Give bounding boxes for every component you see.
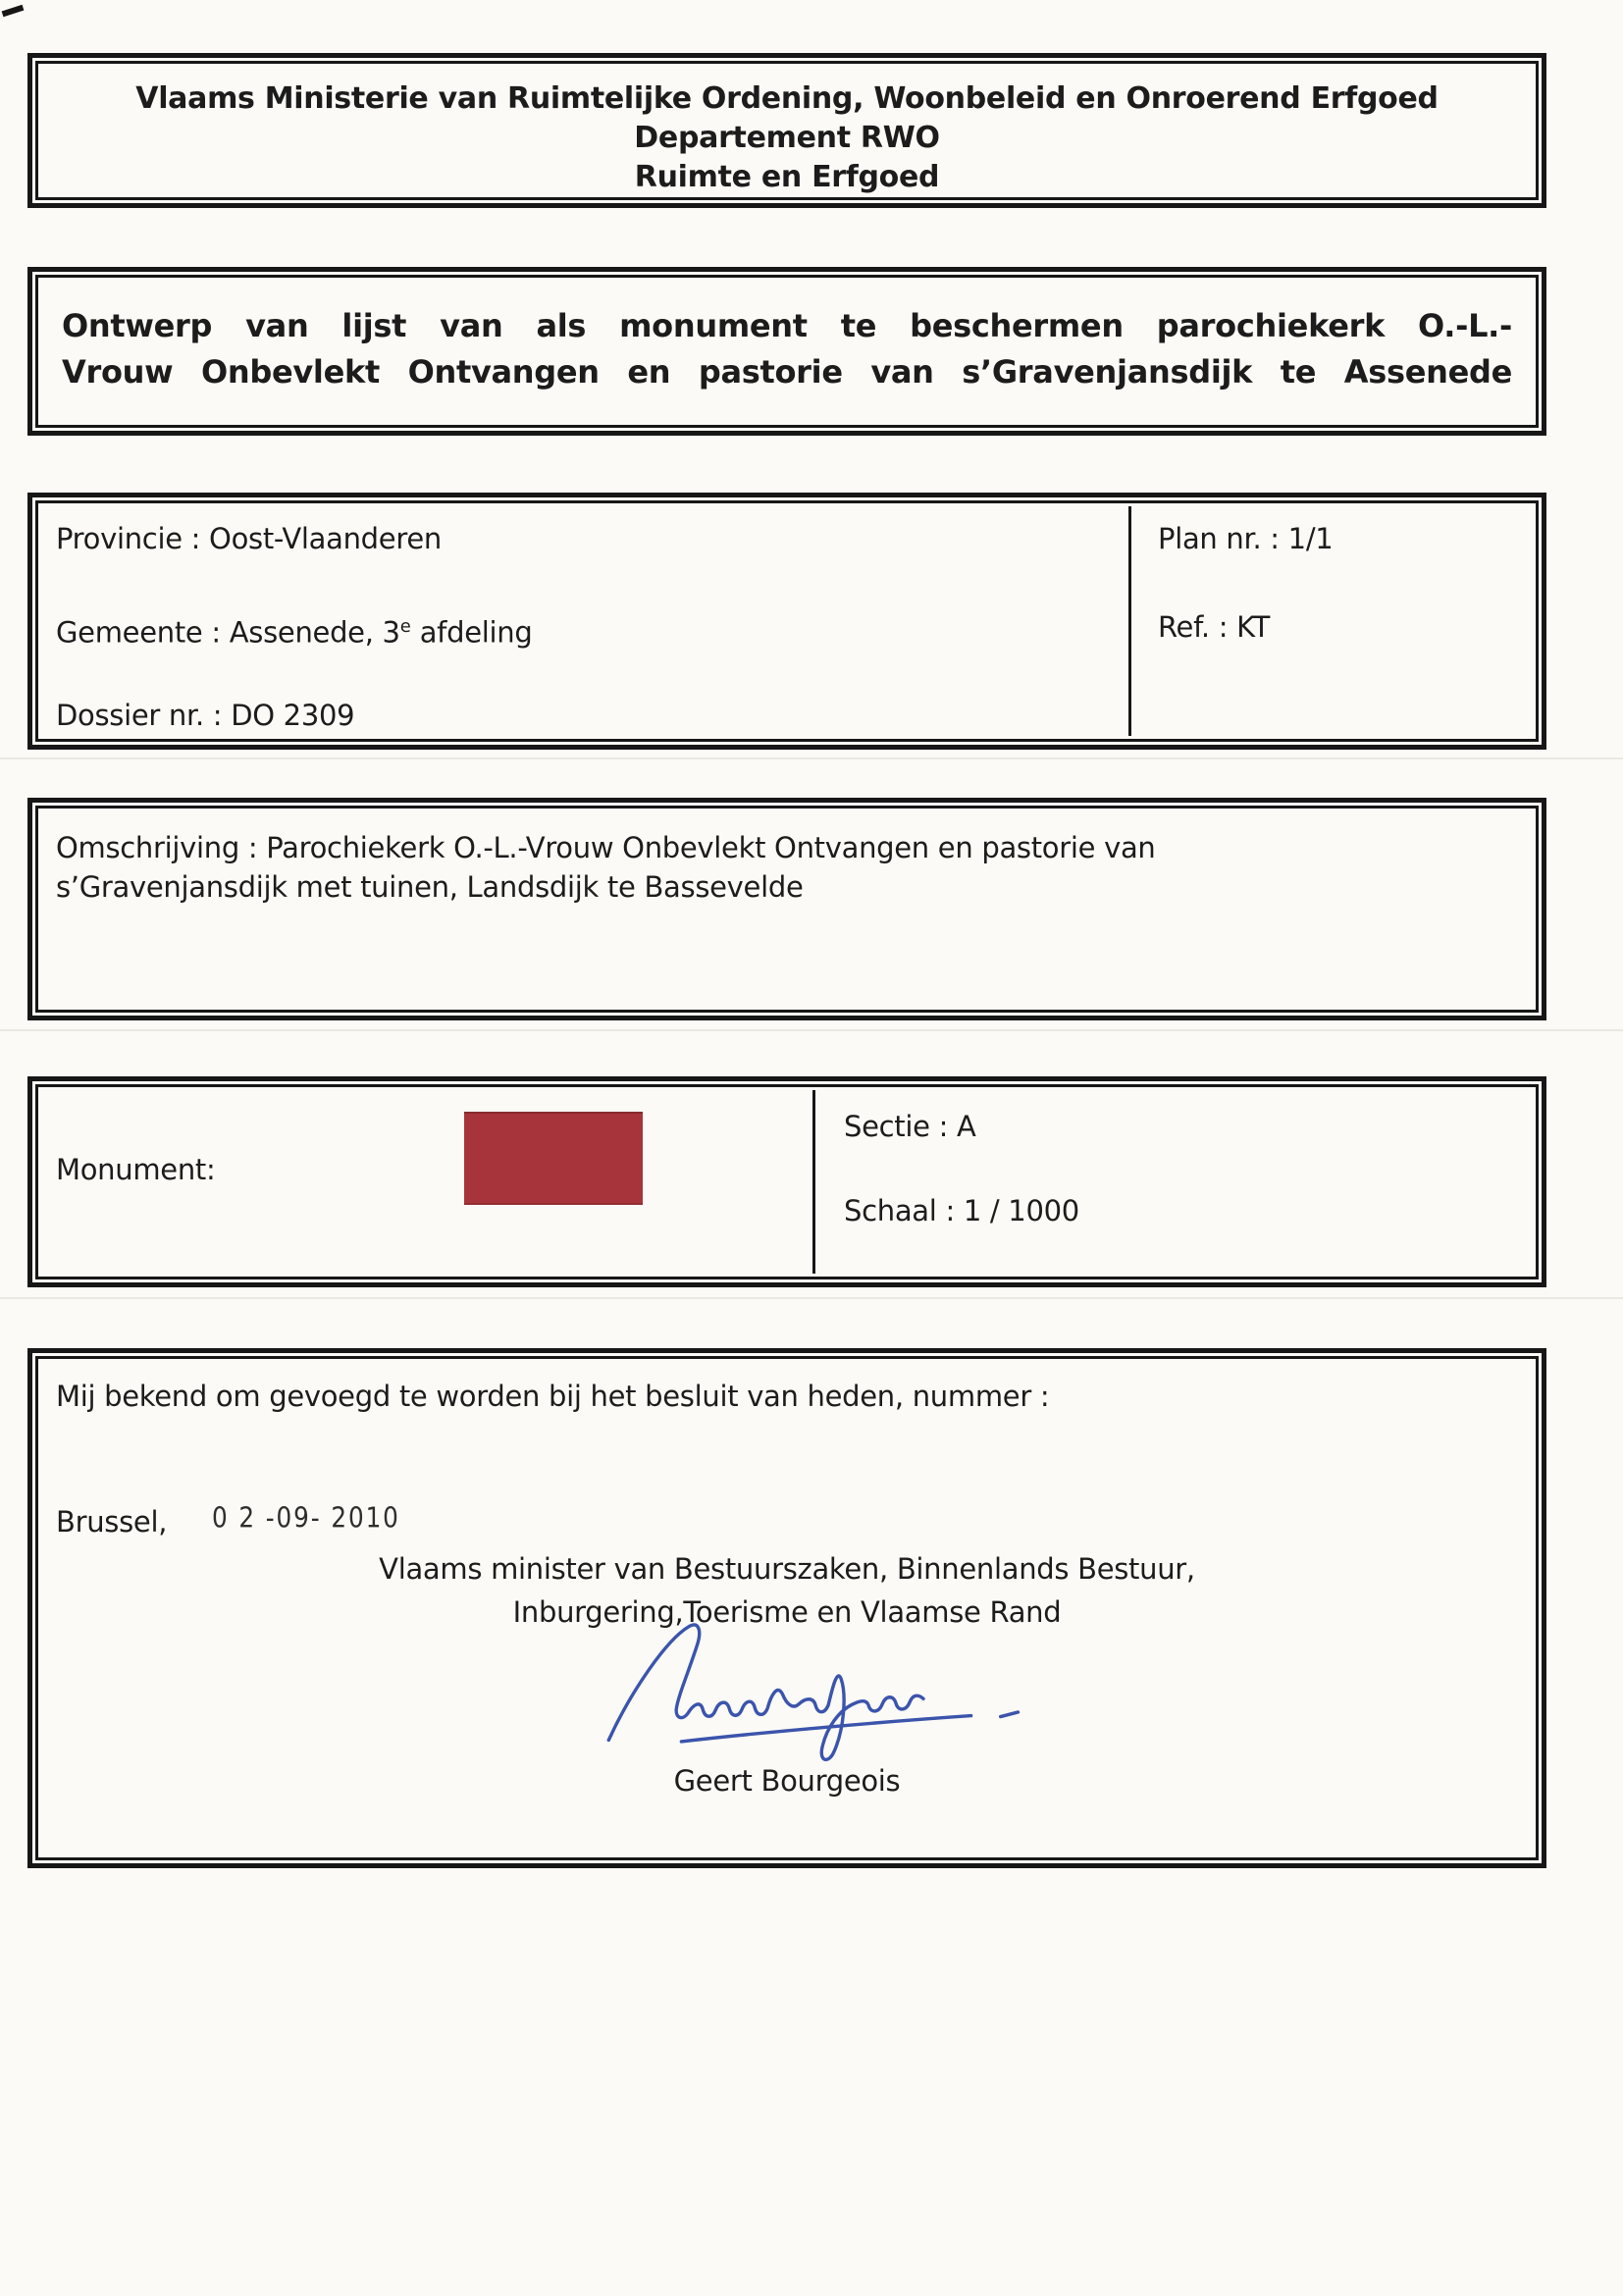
- scan-fold-line: [0, 1297, 1623, 1299]
- dossier-field: Dossier nr. : DO 2309: [56, 699, 355, 732]
- legend-box-divider: [812, 1090, 815, 1274]
- description-box: [27, 798, 1546, 1020]
- municipality-rest: afdeling: [410, 615, 533, 650]
- signature-box: [27, 1348, 1546, 1868]
- info-box-divider: [1128, 506, 1131, 736]
- minister-title-line-2: Inburgering,Toerisme en Vlaamse Rand: [512, 1595, 1062, 1629]
- province-field: Provincie : Oost-Vlaanderen: [56, 522, 442, 555]
- description-line-1: Omschrijving : Parochiekerk O.-L.-Vrouw Onbevlekt Ontvangen en pastorie van: [56, 831, 1156, 864]
- schaal-field: Schaal : 1 / 1000: [844, 1194, 1079, 1227]
- decree-statement: Mij bekend om gevoegd te worden bij het besluit van heden, nummer :: [56, 1380, 1050, 1413]
- agency-name: Ruimte en Erfgoed: [634, 160, 940, 194]
- department-name: Departement RWO: [634, 121, 940, 155]
- header-box: [27, 53, 1546, 208]
- description-line-2: s’Gravenjansdijk met tuinen, Landsdijk te Bassevelde: [56, 870, 804, 904]
- signer-name: Geert Bourgeois: [673, 1764, 901, 1798]
- monument-swatch: [464, 1112, 643, 1205]
- reference-field: Ref. : KT: [1158, 610, 1270, 644]
- place-date-row: [56, 1502, 410, 1543]
- signature-stroke: [1001, 1712, 1019, 1717]
- date-stamp: 0 2 -09- 2010: [212, 1502, 400, 1536]
- plan-number-field: Plan nr. : 1/1: [1158, 522, 1334, 555]
- municipality-main: Gemeente : Assenede, 3: [56, 615, 400, 650]
- ministry-name: Vlaams Ministerie van Ruimtelijke Ordening, Woonbeleid en Onroerend Erfgoed: [135, 81, 1439, 116]
- document-title: [62, 303, 1512, 395]
- municipality-field: [56, 607, 532, 652]
- minister-title-line-1: Vlaams minister van Bestuurszaken, Binnenlands Bestuur,: [379, 1552, 1195, 1586]
- info-box: [27, 493, 1546, 750]
- sectie-field: Sectie : A: [844, 1110, 976, 1143]
- monument-label: Monument:: [56, 1153, 216, 1186]
- ministry-header: [52, 79, 1522, 197]
- municipality-ordinal-sup: e: [399, 616, 411, 637]
- document-title-line-1: Ontwerp van lijst van als monument te beschermen parochiekerk O.-L.-: [62, 307, 1512, 344]
- signature-stroke: [604, 1617, 925, 1767]
- scan-fold-line: [0, 1029, 1623, 1031]
- place-label: Brussel,: [56, 1505, 168, 1539]
- legend-box-inner-border: [35, 1084, 1539, 1279]
- scan-fold-line: [0, 757, 1623, 759]
- title-box: [27, 267, 1546, 436]
- document-title-line-2: Vrouw Onbevlekt Ontvangen en pastorie van s’Gravenjansdijk te Assenede: [62, 353, 1512, 391]
- legend-box: [27, 1076, 1546, 1287]
- scan-artifact-mark: [2, 5, 25, 18]
